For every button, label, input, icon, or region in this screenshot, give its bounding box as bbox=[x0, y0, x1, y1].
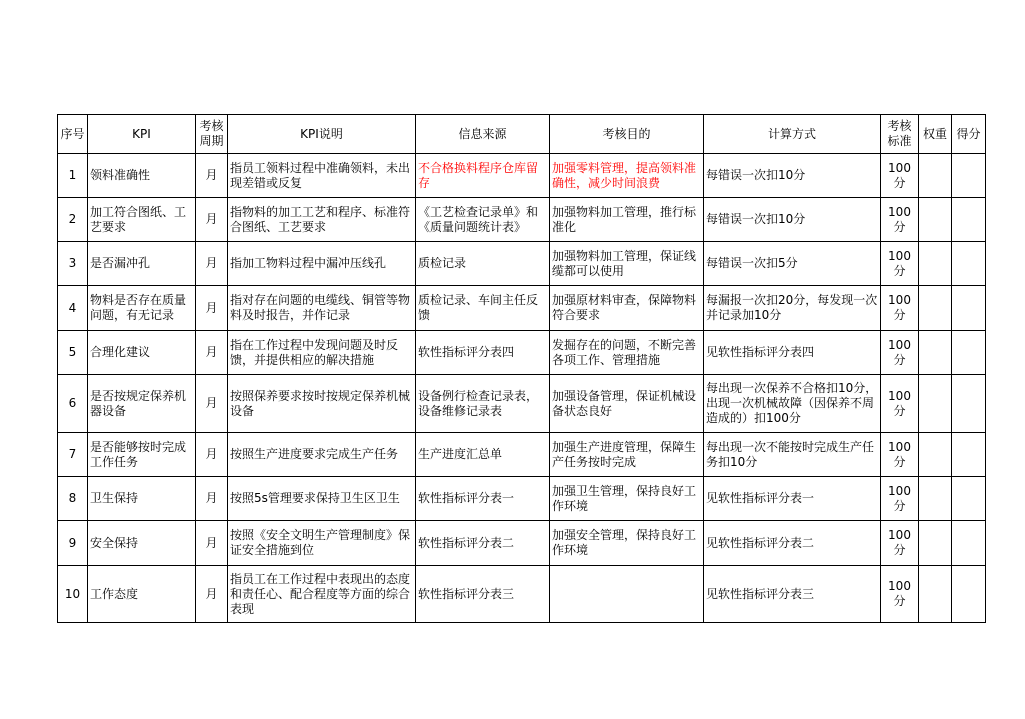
cell-standard[interactable]: 100分 bbox=[881, 375, 919, 433]
cell-cycle[interactable]: 月 bbox=[196, 154, 228, 198]
cell-no: 9 bbox=[58, 521, 88, 566]
header-standard: 考核 标准 bbox=[881, 115, 919, 154]
cell-source[interactable]: 《工艺检查记录单》和《质量问题统计表》 bbox=[416, 198, 550, 242]
cell-purpose[interactable]: 加强生产进度管理，保障生产任务按时完成 bbox=[550, 433, 704, 477]
cell-purpose[interactable]: 发掘存在的问题，不断完善各项工作、管理措施 bbox=[550, 331, 704, 375]
cell-calc[interactable]: 每漏报一次扣20分，每发现一次并记录加10分 bbox=[704, 286, 881, 331]
cell-source[interactable]: 软性指标评分表三 bbox=[416, 566, 550, 623]
cell-weight[interactable] bbox=[919, 477, 952, 521]
cell-standard[interactable]: 100分 bbox=[881, 521, 919, 566]
cell-kpi[interactable]: 合理化建议 bbox=[88, 331, 196, 375]
header-cycle: 考核 周期 bbox=[196, 115, 228, 154]
cell-no: 4 bbox=[58, 286, 88, 331]
header-no: 序号 bbox=[58, 115, 88, 154]
cell-score[interactable] bbox=[952, 331, 986, 375]
cell-purpose[interactable]: 加强原材料审查，保障物料符合要求 bbox=[550, 286, 704, 331]
cell-source[interactable]: 软性指标评分表四 bbox=[416, 331, 550, 375]
table-row bbox=[58, 566, 986, 623]
cell-score[interactable] bbox=[952, 154, 986, 198]
cell-cycle[interactable]: 月 bbox=[196, 477, 228, 521]
table-row bbox=[58, 521, 986, 566]
cell-cycle[interactable]: 月 bbox=[196, 375, 228, 433]
cell-cycle[interactable]: 月 bbox=[196, 286, 228, 331]
cell-calc[interactable]: 见软性指标评分表二 bbox=[704, 521, 881, 566]
kpi-table bbox=[57, 114, 986, 623]
cell-desc[interactable]: 按照生产进度要求完成生产任务 bbox=[228, 433, 416, 477]
cell-weight[interactable] bbox=[919, 154, 952, 198]
cell-score[interactable] bbox=[952, 521, 986, 566]
cell-standard[interactable]: 100分 bbox=[881, 433, 919, 477]
cell-kpi[interactable]: 领料准确性 bbox=[88, 154, 196, 198]
cell-weight[interactable] bbox=[919, 433, 952, 477]
cell-kpi[interactable]: 是否能够按时完成工作任务 bbox=[88, 433, 196, 477]
table-row bbox=[58, 433, 986, 477]
cell-calc[interactable]: 见软性指标评分表一 bbox=[704, 477, 881, 521]
cell-desc[interactable]: 指物料的加工工艺和程序、标准符合图纸、工艺要求 bbox=[228, 198, 416, 242]
table-row bbox=[58, 198, 986, 242]
cell-purpose[interactable]: 加强物料加工管理，推行标准化 bbox=[550, 198, 704, 242]
cell-no: 7 bbox=[58, 433, 88, 477]
table-row bbox=[58, 477, 986, 521]
cell-no: 2 bbox=[58, 198, 88, 242]
cell-source[interactable]: 软性指标评分表一 bbox=[416, 477, 550, 521]
cell-calc[interactable]: 每错误一次扣5分 bbox=[704, 242, 881, 286]
cell-purpose[interactable]: 加强卫生管理，保持良好工作环境 bbox=[550, 477, 704, 521]
cell-kpi[interactable]: 安全保持 bbox=[88, 521, 196, 566]
cell-standard[interactable]: 100分 bbox=[881, 198, 919, 242]
cell-calc[interactable]: 每出现一次不能按时完成生产任务扣10分 bbox=[704, 433, 881, 477]
cell-purpose[interactable]: 加强设备管理，保证机械设备状态良好 bbox=[550, 375, 704, 433]
cell-source[interactable]: 质检记录、车间主任反馈 bbox=[416, 286, 550, 331]
cell-source[interactable]: 质检记录 bbox=[416, 242, 550, 286]
cell-standard[interactable]: 100分 bbox=[881, 154, 919, 198]
table-row bbox=[58, 331, 986, 375]
cell-desc[interactable]: 按照保养要求按时按规定保养机械设备 bbox=[228, 375, 416, 433]
cell-no: 10 bbox=[58, 566, 88, 623]
header-kpi: KPI bbox=[88, 115, 196, 154]
cell-cycle[interactable]: 月 bbox=[196, 242, 228, 286]
cell-no: 5 bbox=[58, 331, 88, 375]
cell-desc[interactable]: 指员工领料过程中准确领料，未出现差错或反复 bbox=[228, 154, 416, 198]
cell-calc[interactable]: 见软性指标评分表三 bbox=[704, 566, 881, 623]
cell-purpose[interactable] bbox=[550, 566, 704, 623]
header-row bbox=[58, 115, 986, 154]
cell-weight[interactable] bbox=[919, 375, 952, 433]
cell-no: 8 bbox=[58, 477, 88, 521]
table-row bbox=[58, 154, 986, 198]
cell-score[interactable] bbox=[952, 566, 986, 623]
cell-purpose[interactable]: 加强物料加工管理，保证线缆都可以使用 bbox=[550, 242, 704, 286]
cell-weight[interactable] bbox=[919, 521, 952, 566]
cell-no: 1 bbox=[58, 154, 88, 198]
cell-cycle[interactable]: 月 bbox=[196, 198, 228, 242]
cell-no: 3 bbox=[58, 242, 88, 286]
cell-source[interactable]: 软性指标评分表二 bbox=[416, 521, 550, 566]
cell-kpi[interactable]: 工作态度 bbox=[88, 566, 196, 623]
cell-kpi[interactable]: 是否漏冲孔 bbox=[88, 242, 196, 286]
cell-calc[interactable]: 每出现一次保养不合格扣10分，出现一次机械故障（因保养不周造成的）扣100分 bbox=[704, 375, 881, 433]
cell-desc[interactable]: 指对存在问题的电缆线、铜管等物料及时报告，并作记录 bbox=[228, 286, 416, 331]
cell-calc[interactable]: 见软性指标评分表四 bbox=[704, 331, 881, 375]
cell-desc[interactable]: 按照《安全文明生产管理制度》保证安全措施到位 bbox=[228, 521, 416, 566]
cell-kpi[interactable]: 是否按规定保养机器设备 bbox=[88, 375, 196, 433]
header-desc: KPI说明 bbox=[228, 115, 416, 154]
cell-score[interactable] bbox=[952, 477, 986, 521]
cell-score[interactable] bbox=[952, 433, 986, 477]
cell-desc[interactable]: 指加工物料过程中漏冲压线孔 bbox=[228, 242, 416, 286]
table-row bbox=[58, 286, 986, 331]
cell-purpose[interactable]: 加强安全管理，保持良好工作环境 bbox=[550, 521, 704, 566]
table-row bbox=[58, 375, 986, 433]
cell-cycle[interactable]: 月 bbox=[196, 521, 228, 566]
cell-weight[interactable] bbox=[919, 198, 952, 242]
cell-source[interactable]: 生产进度汇总单 bbox=[416, 433, 550, 477]
table-row bbox=[58, 242, 986, 286]
cell-calc[interactable]: 每错误一次扣10分 bbox=[704, 198, 881, 242]
header-score: 得分 bbox=[952, 115, 986, 154]
cell-desc[interactable]: 指在工作过程中发现问题及时反馈，并提供相应的解决措施 bbox=[228, 331, 416, 375]
header-calc: 计算方式 bbox=[704, 115, 881, 154]
cell-standard[interactable]: 100分 bbox=[881, 477, 919, 521]
cell-purpose[interactable]: 加强零料管理，提高领料准确性，减少时间浪费 bbox=[550, 154, 704, 198]
cell-source[interactable]: 不合格换料程序仓库留存 bbox=[416, 154, 550, 198]
cell-source[interactable]: 设备例行检查记录表，设备维修记录表 bbox=[416, 375, 550, 433]
cell-score[interactable] bbox=[952, 198, 986, 242]
header-weight: 权重 bbox=[919, 115, 952, 154]
cell-standard[interactable]: 100分 bbox=[881, 331, 919, 375]
cell-standard[interactable]: 100分 bbox=[881, 286, 919, 331]
cell-desc[interactable]: 按照5s管理要求保持卫生区卫生 bbox=[228, 477, 416, 521]
cell-score[interactable] bbox=[952, 286, 986, 331]
cell-score[interactable] bbox=[952, 242, 986, 286]
cell-kpi[interactable]: 加工符合图纸、工艺要求 bbox=[88, 198, 196, 242]
cell-weight[interactable] bbox=[919, 566, 952, 623]
cell-cycle[interactable]: 月 bbox=[196, 331, 228, 375]
cell-kpi[interactable]: 卫生保持 bbox=[88, 477, 196, 521]
cell-weight[interactable] bbox=[919, 331, 952, 375]
cell-standard[interactable]: 100分 bbox=[881, 566, 919, 623]
cell-no: 6 bbox=[58, 375, 88, 433]
cell-standard[interactable]: 100分 bbox=[881, 242, 919, 286]
header-source: 信息来源 bbox=[416, 115, 550, 154]
header-purpose: 考核目的 bbox=[550, 115, 704, 154]
cell-kpi[interactable]: 物料是否存在质量问题，有无记录 bbox=[88, 286, 196, 331]
cell-cycle[interactable]: 月 bbox=[196, 566, 228, 623]
cell-cycle[interactable]: 月 bbox=[196, 433, 228, 477]
cell-weight[interactable] bbox=[919, 286, 952, 331]
cell-score[interactable] bbox=[952, 375, 986, 433]
cell-calc[interactable]: 每错误一次扣10分 bbox=[704, 154, 881, 198]
cell-weight[interactable] bbox=[919, 242, 952, 286]
cell-desc[interactable]: 指员工在工作过程中表现出的态度和责任心、配合程度等方面的综合表现 bbox=[228, 566, 416, 623]
